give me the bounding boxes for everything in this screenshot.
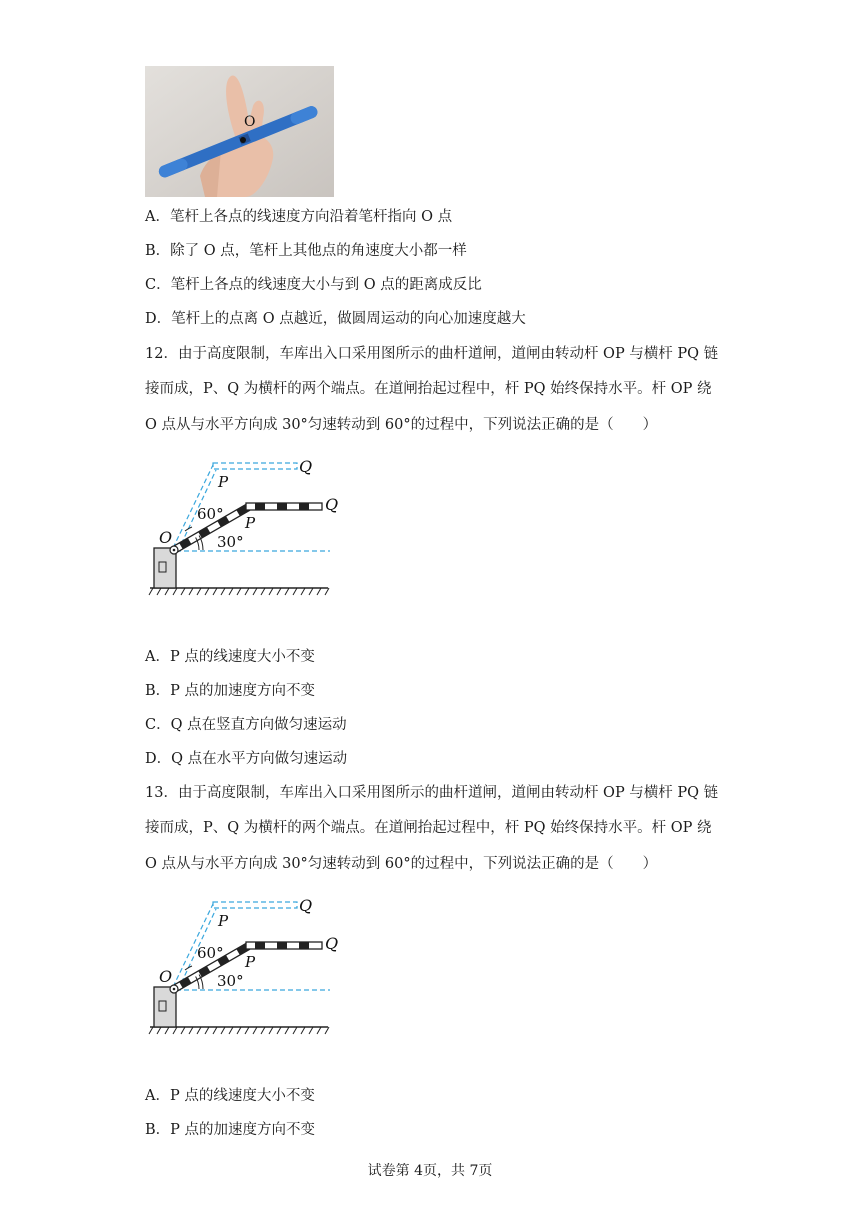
q12-option-b: B．P 点的加速度方向不变 [145, 683, 316, 699]
q11-option-a: A．笔杆上各点的线速度方向沿着笔杆指向 O 点 [145, 209, 453, 225]
q13-stem-line-2: 接而成，P、Q 为横杆的两个端点。在道闸抬起过程中，杆 PQ 始终保持水平。杆 OP 绕 [145, 820, 712, 836]
q12-option-d: D．Q 点在水平方向做匀速运动 [145, 751, 348, 767]
q12-stem-line-3: O 点从与水平方向成 30°匀速转动到 60°的过程中，下列说法正确的是（ ） [145, 417, 658, 433]
q12-option-a: A．P 点的线速度大小不变 [145, 649, 315, 665]
q12-label-60: 60° [197, 505, 224, 523]
q12-label-q-upper: Q [299, 457, 313, 476]
q13-stem-line-3: O 点从与水平方向成 30°匀速转动到 60°的过程中，下列说法正确的是（ ） [145, 856, 658, 872]
q13-label-60: 60° [197, 944, 224, 962]
q13-option-b: B．P 点的加速度方向不变 [145, 1122, 316, 1138]
q12-label-30: 30° [217, 533, 244, 551]
q13-stem-line-1: 13．由于高度限制，车库出入口采用图所示的曲杆道闸，道闸由转动杆 OP 与横杆 PQ 链 [145, 785, 719, 801]
q13-label-30: 30° [217, 972, 244, 990]
q11-option-b: B．除了 O 点，笔杆上其他点的角速度大小都一样 [145, 243, 467, 259]
q11-option-d: D．笔杆上的点离 O 点越近，做圆周运动的向心加速度越大 [145, 311, 526, 327]
q12-stem-line-1: 12．由于高度限制，车库出入口采用图所示的曲杆道闸，道闸由转动杆 OP 与横杆 PQ 链 [145, 346, 719, 362]
q12-label-p-lower: P [245, 514, 256, 532]
q12-stem-line-2: 接而成，P、Q 为横杆的两个端点。在道闸抬起过程中，杆 PQ 始终保持水平。杆 OP 绕 [145, 381, 712, 397]
q13-label-p-upper: P [218, 912, 229, 930]
photo-label-o: O [244, 114, 256, 130]
q13-label-o: O [159, 967, 173, 986]
q12-label-o: O [159, 528, 173, 547]
q11-option-c: C．笔杆上各点的线速度大小与到 O 点的距离成反比 [145, 277, 482, 293]
q12-gate-diagram [145, 448, 355, 602]
q13-label-p-lower: P [245, 953, 256, 971]
q13-label-q-upper: Q [299, 896, 313, 915]
q12-label-q-lower: Q [325, 495, 339, 514]
q13-option-a: A．P 点的线速度大小不变 [145, 1088, 315, 1104]
q13-gate-diagram [145, 887, 355, 1041]
q12-option-c: C．Q 点在竖直方向做匀速运动 [145, 717, 347, 733]
q13-label-q-lower: Q [325, 934, 339, 953]
q12-label-p-upper: P [218, 473, 229, 491]
pen-spinning-photo [145, 66, 334, 197]
page-footer: 试卷第 4页，共 7页 [367, 1163, 493, 1179]
